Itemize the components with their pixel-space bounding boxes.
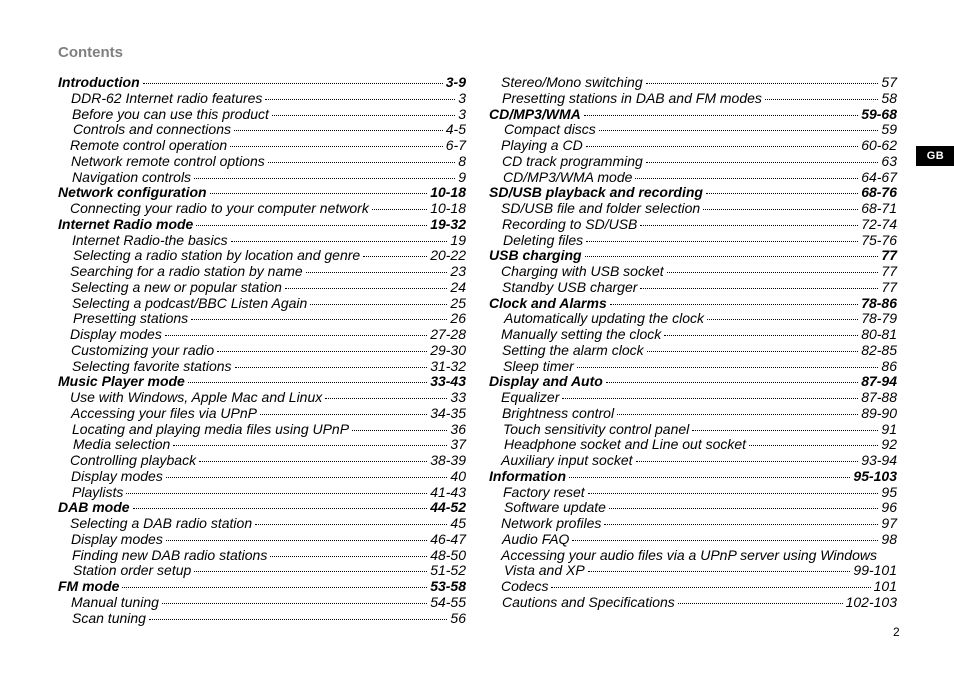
dot-leader bbox=[255, 524, 447, 525]
dot-leader bbox=[149, 619, 447, 620]
dot-leader bbox=[667, 272, 879, 273]
dot-leader bbox=[194, 571, 427, 572]
dot-leader bbox=[664, 335, 858, 336]
toc-entry-pages: 72-74 bbox=[861, 215, 897, 232]
dot-leader bbox=[636, 461, 859, 462]
toc-entry-pages: 91 bbox=[881, 420, 897, 437]
toc-entry-pages: 95-103 bbox=[853, 467, 897, 484]
dot-leader bbox=[191, 319, 447, 320]
toc-entry-pages: 59-68 bbox=[861, 105, 897, 122]
toc-section-entry[interactable] bbox=[489, 107, 897, 123]
toc-entry-pages: 99-101 bbox=[853, 562, 897, 579]
toc-entry-pages: 26 bbox=[450, 310, 466, 327]
toc-entry-title: Stereo/Mono switching bbox=[501, 74, 643, 90]
toc-left-column bbox=[58, 75, 466, 626]
toc-entry-pages: 40 bbox=[450, 467, 466, 484]
toc-subsection-entry[interactable] bbox=[489, 343, 897, 359]
dot-leader bbox=[610, 304, 858, 305]
toc-entry-pages: 33-43 bbox=[430, 373, 466, 390]
toc-entry-title: Touch sensitivity control panel bbox=[503, 420, 690, 437]
dot-leader bbox=[122, 587, 427, 588]
toc-entry-pages: 3 bbox=[458, 89, 466, 106]
dot-leader bbox=[230, 146, 443, 147]
dot-leader bbox=[194, 178, 455, 179]
dot-leader bbox=[646, 162, 879, 163]
dot-leader bbox=[640, 288, 878, 289]
toc-subsection-entry[interactable] bbox=[58, 170, 466, 186]
toc-entry-pages: 92 bbox=[881, 436, 897, 453]
toc-subsection-entry[interactable] bbox=[489, 280, 897, 296]
toc-subsection-entry[interactable] bbox=[58, 311, 466, 327]
toc-entry-pages: 36 bbox=[450, 420, 466, 437]
toc-entry-pages: 68-71 bbox=[861, 200, 897, 216]
dot-leader bbox=[588, 493, 879, 494]
toc-entry-title: Searching for a radio station by name bbox=[70, 263, 303, 279]
toc-section-entry[interactable] bbox=[58, 500, 466, 516]
toc-entry-pages: 64-67 bbox=[861, 168, 897, 185]
toc-entry-pages: 33 bbox=[450, 389, 466, 405]
toc-subsection-entry[interactable] bbox=[489, 327, 897, 343]
toc-entry-pages: 53-58 bbox=[430, 578, 466, 594]
toc-entry-title: Network profiles bbox=[501, 515, 602, 531]
toc-entry-title: Media selection bbox=[73, 436, 171, 453]
toc-entry-title: Playlists bbox=[72, 483, 124, 500]
toc-entry-pages: 10-18 bbox=[430, 184, 466, 201]
toc-entry-title: Controls and connections bbox=[73, 121, 231, 138]
dot-leader bbox=[199, 461, 427, 462]
toc-entry-pages: 34-35 bbox=[430, 404, 466, 421]
toc-entry-title: Music Player mode bbox=[58, 373, 185, 390]
toc-subsection-entry[interactable] bbox=[489, 516, 897, 532]
toc-entry-pages: 10-18 bbox=[430, 200, 466, 216]
toc-entry-pages: 95 bbox=[881, 483, 897, 500]
toc-entry-pages: 9 bbox=[458, 168, 466, 185]
toc-subsection-entry[interactable] bbox=[58, 595, 466, 611]
toc-entry-title: Software update bbox=[504, 499, 606, 516]
toc-entry-pages: 25 bbox=[450, 294, 466, 311]
toc-entry-pages: 8 bbox=[458, 152, 466, 169]
toc-entry-title: Manual tuning bbox=[71, 593, 159, 610]
toc-entry-title: Before you can use this product bbox=[72, 105, 269, 122]
toc-entry-title: Selecting a podcast/BBC Listen Again bbox=[72, 294, 308, 311]
toc-entry-title: Internet Radio mode bbox=[58, 215, 194, 232]
toc-entry-pages: 24 bbox=[450, 278, 466, 295]
dot-leader bbox=[707, 319, 858, 320]
dot-leader bbox=[265, 99, 455, 100]
toc-subsection-entry[interactable] bbox=[489, 264, 897, 280]
toc-subsection-entry[interactable] bbox=[489, 201, 897, 217]
toc-subsection-entry[interactable] bbox=[489, 485, 897, 501]
toc-entry-title: Internet Radio-the basics bbox=[72, 231, 228, 248]
contents-heading: Contents bbox=[58, 44, 123, 61]
dot-leader bbox=[706, 193, 858, 194]
toc-entry-pages: 63 bbox=[881, 152, 897, 169]
dot-leader bbox=[678, 603, 843, 604]
dot-leader bbox=[162, 603, 427, 604]
dot-leader bbox=[577, 367, 879, 368]
dot-leader bbox=[599, 130, 879, 131]
toc-subsection-entry[interactable] bbox=[58, 532, 466, 548]
toc-entry-pages: 75-76 bbox=[861, 231, 897, 248]
toc-subsection-entry[interactable] bbox=[58, 264, 466, 280]
toc-entry-pages: 45 bbox=[450, 515, 466, 531]
dot-leader bbox=[143, 83, 443, 84]
toc-subsection-entry[interactable] bbox=[58, 548, 466, 564]
toc-subsection-entry[interactable] bbox=[489, 75, 897, 91]
toc-entry-wrapped-line: Accessing your audio files via a UPnP server using Windows bbox=[501, 546, 877, 563]
toc-entry-title: Automatically updating the clock bbox=[504, 310, 704, 327]
dot-leader bbox=[765, 99, 879, 100]
toc-entry-title: Display modes bbox=[71, 467, 163, 484]
toc-entry-title: Display modes bbox=[70, 326, 162, 342]
dot-leader bbox=[585, 256, 879, 257]
toc-section-entry[interactable] bbox=[58, 75, 466, 91]
toc-entry-title: Sleep timer bbox=[503, 357, 574, 374]
toc-subsection-entry[interactable] bbox=[58, 390, 466, 406]
toc-entry-pages: 102-103 bbox=[845, 593, 897, 610]
toc-entry-pages: 98 bbox=[881, 530, 897, 547]
toc-entry-pages: 77 bbox=[881, 247, 897, 264]
dot-leader bbox=[217, 351, 427, 352]
toc-entry-pages: 78-79 bbox=[861, 310, 897, 327]
toc-entry-title: Navigation controls bbox=[72, 168, 192, 185]
dot-leader bbox=[692, 430, 878, 431]
dot-leader bbox=[270, 556, 427, 557]
dot-leader bbox=[234, 130, 443, 131]
toc-entry-pages: 29-30 bbox=[430, 341, 466, 358]
toc-right-column bbox=[489, 75, 897, 611]
toc-entry-title: Network remote control options bbox=[71, 152, 265, 169]
toc-entry-pages: 93-94 bbox=[861, 452, 897, 468]
toc-entry-title: Standby USB charger bbox=[502, 278, 638, 295]
toc-entry-title: Information bbox=[489, 467, 566, 484]
toc-subsection-entry[interactable] bbox=[489, 170, 897, 186]
toc-entry-title: Network configuration bbox=[58, 184, 207, 201]
toc-section-entry[interactable] bbox=[58, 185, 466, 201]
dot-leader bbox=[569, 477, 850, 478]
toc-entry-pages: 31-32 bbox=[430, 357, 466, 374]
toc-subsection-entry[interactable] bbox=[58, 453, 466, 469]
dot-leader bbox=[325, 398, 447, 399]
toc-subsection-entry[interactable] bbox=[489, 579, 897, 595]
toc-subsection-entry[interactable] bbox=[489, 453, 897, 469]
toc-entry-pages: 19-32 bbox=[430, 215, 466, 232]
toc-entry-pages: 87-94 bbox=[861, 373, 897, 390]
toc-entry-title: Station order setup bbox=[73, 562, 192, 579]
toc-entry-pages: 56 bbox=[450, 609, 466, 626]
dot-leader bbox=[588, 571, 851, 572]
toc-section-entry[interactable] bbox=[489, 185, 897, 201]
dot-leader bbox=[606, 382, 858, 383]
toc-entry-pages: 19 bbox=[450, 231, 466, 248]
toc-entry-title: Equalizer bbox=[501, 389, 560, 405]
dot-leader bbox=[635, 178, 858, 179]
toc-entry-pages: 86 bbox=[881, 357, 897, 374]
toc-subsection-entry[interactable] bbox=[58, 485, 466, 501]
toc-subsection-entry[interactable] bbox=[58, 469, 466, 485]
toc-entry-pages: 60-62 bbox=[861, 137, 897, 153]
toc-subsection-entry[interactable] bbox=[489, 122, 897, 138]
toc-entry-title: USB charging bbox=[489, 247, 582, 264]
dot-leader bbox=[126, 493, 427, 494]
toc-subsection-entry[interactable] bbox=[58, 154, 466, 170]
toc-subsection-entry[interactable] bbox=[489, 359, 897, 375]
language-tab-gb[interactable]: GB bbox=[916, 146, 954, 166]
toc-entry-pages: 68-76 bbox=[861, 184, 897, 201]
dot-leader bbox=[562, 398, 858, 399]
toc-subsection-entry[interactable] bbox=[58, 248, 466, 264]
toc-subsection-entry[interactable] bbox=[58, 437, 466, 453]
toc-subsection-entry[interactable] bbox=[58, 233, 466, 249]
toc-subsection-entry[interactable] bbox=[489, 138, 897, 154]
toc-entry-pages: 77 bbox=[881, 263, 897, 279]
toc-entry-title: Deleting files bbox=[503, 231, 584, 248]
dot-leader bbox=[196, 225, 427, 226]
dot-leader bbox=[551, 587, 870, 588]
dot-leader bbox=[372, 209, 427, 210]
dot-leader bbox=[617, 414, 858, 415]
toc-entry-title: Selecting a DAB radio station bbox=[70, 515, 253, 531]
toc-entry-title: CD track programming bbox=[502, 152, 643, 169]
dot-leader bbox=[609, 508, 878, 509]
toc-entry-pages: 78-86 bbox=[861, 294, 897, 311]
dot-leader bbox=[235, 367, 428, 368]
toc-entry-pages: 23 bbox=[450, 263, 466, 279]
toc-section-entry[interactable] bbox=[489, 469, 897, 485]
toc-entry-title: Audio FAQ bbox=[502, 530, 570, 547]
dot-leader bbox=[363, 256, 427, 257]
dot-leader bbox=[352, 430, 447, 431]
toc-entry-title: Clock and Alarms bbox=[489, 294, 607, 311]
toc-entry-title: Scan tuning bbox=[72, 609, 146, 626]
toc-entry-pages: 89-90 bbox=[861, 404, 897, 421]
toc-entry-pages: 77 bbox=[881, 278, 897, 295]
toc-entry-pages: 48-50 bbox=[430, 546, 466, 563]
toc-entry-title: FM mode bbox=[58, 578, 120, 594]
toc-entry-title: Remote control operation bbox=[70, 137, 228, 153]
toc-entry-title: DDR-62 Internet radio features bbox=[71, 89, 263, 106]
toc-entry-pages: 96 bbox=[881, 499, 897, 516]
dot-leader bbox=[306, 272, 448, 273]
page-number: 2 bbox=[893, 625, 900, 639]
dot-leader bbox=[268, 162, 455, 163]
dot-leader bbox=[604, 524, 878, 525]
dot-leader bbox=[166, 540, 427, 541]
toc-entry-title: Presetting stations bbox=[73, 310, 189, 327]
toc-section-entry[interactable] bbox=[489, 296, 897, 312]
toc-entry-title: SD/USB file and folder selection bbox=[501, 200, 701, 216]
toc-subsection-entry[interactable] bbox=[58, 343, 466, 359]
toc-subsection-entry[interactable] bbox=[58, 122, 466, 138]
toc-subsection-entry[interactable] bbox=[58, 296, 466, 312]
toc-entry-title: Headphone socket and Line out socket bbox=[504, 436, 747, 453]
toc-section-entry[interactable] bbox=[58, 374, 466, 390]
toc-entry-title: Display modes bbox=[71, 530, 163, 547]
toc-entry-title: Cautions and Specifications bbox=[502, 593, 675, 610]
toc-entry-pages: 80-81 bbox=[861, 326, 897, 342]
toc-entry-pages: 97 bbox=[881, 515, 897, 531]
toc-entry-title: Customizing your radio bbox=[71, 341, 215, 358]
dot-leader bbox=[584, 115, 858, 116]
toc-subsection-entry[interactable] bbox=[58, 138, 466, 154]
dot-leader bbox=[703, 209, 858, 210]
dot-leader bbox=[646, 83, 879, 84]
toc-subsection-entry[interactable] bbox=[58, 107, 466, 123]
toc-subsection-entry[interactable] bbox=[489, 217, 897, 233]
dot-leader bbox=[586, 146, 858, 147]
toc-entry-pages: 82-85 bbox=[861, 341, 897, 358]
toc-section-entry[interactable] bbox=[58, 579, 466, 595]
dot-leader bbox=[272, 115, 455, 116]
toc-subsection-entry[interactable] bbox=[58, 422, 466, 438]
toc-entry-title: Brightness control bbox=[502, 404, 615, 421]
toc-entry-title: Playing a CD bbox=[501, 137, 583, 153]
toc-subsection-entry[interactable] bbox=[58, 359, 466, 375]
toc-entry-title: Use with Windows, Apple Mac and Linux bbox=[70, 389, 323, 405]
dot-leader bbox=[165, 335, 427, 336]
toc-entry-pages: 4-5 bbox=[445, 121, 466, 138]
toc-section-entry[interactable] bbox=[489, 374, 897, 390]
toc-entry-title: Factory reset bbox=[503, 483, 585, 500]
toc-subsection-entry[interactable] bbox=[58, 201, 466, 217]
dot-leader bbox=[210, 193, 428, 194]
toc-entry-pages: 59 bbox=[881, 121, 897, 138]
toc-entry-pages: 57 bbox=[881, 74, 897, 90]
toc-entry-title: Manually setting the clock bbox=[501, 326, 662, 342]
toc-subsection-entry[interactable] bbox=[489, 91, 897, 107]
dot-leader bbox=[285, 288, 448, 289]
toc-entry-title: Accessing your files via UPnP bbox=[71, 404, 257, 421]
toc-subsection-entry[interactable] bbox=[58, 611, 466, 627]
toc-entry-title: Connecting your radio to your computer network bbox=[70, 200, 369, 216]
toc-subsection-entry[interactable] bbox=[489, 233, 897, 249]
toc-subsection-entry[interactable] bbox=[58, 563, 466, 579]
toc-subsection-entry[interactable] bbox=[58, 91, 466, 107]
toc-subsection-entry[interactable] bbox=[489, 500, 897, 516]
dot-leader bbox=[640, 225, 858, 226]
toc-entry-pages: 27-28 bbox=[430, 326, 466, 342]
toc-subsection-entry[interactable] bbox=[58, 516, 466, 532]
toc-entry-pages: 3 bbox=[458, 105, 466, 122]
toc-entry-title: Recording to SD/USB bbox=[502, 215, 638, 232]
toc-subsection-entry[interactable] bbox=[489, 595, 897, 611]
toc-subsection-entry[interactable] bbox=[58, 327, 466, 343]
toc-entry-pages: 54-55 bbox=[430, 593, 466, 610]
toc-subsection-entry[interactable] bbox=[489, 437, 897, 453]
toc-entry-pages: 58 bbox=[881, 89, 897, 106]
toc-entry-title: CD/MP3/WMA mode bbox=[503, 168, 633, 185]
toc-entry-title: Setting the alarm clock bbox=[502, 341, 644, 358]
dot-leader bbox=[231, 241, 448, 242]
dot-leader bbox=[188, 382, 427, 383]
toc-subsection-entry[interactable] bbox=[489, 311, 897, 327]
dot-leader bbox=[166, 477, 448, 478]
toc-subsection-entry[interactable] bbox=[489, 154, 897, 170]
toc-subsection-entry[interactable] bbox=[489, 390, 897, 406]
dot-leader bbox=[572, 540, 878, 541]
toc-entry-title: Codecs bbox=[501, 578, 549, 594]
toc-entry-pages: 41-43 bbox=[430, 483, 466, 500]
toc-entry-pages: 101 bbox=[873, 578, 897, 594]
toc-subsection-entry[interactable] bbox=[489, 406, 897, 422]
toc-entry-title: Selecting a radio station by location and genre bbox=[73, 247, 361, 264]
toc-entry-title: Presetting stations in DAB and FM modes bbox=[502, 89, 762, 106]
toc-entry-pages: 38-39 bbox=[430, 452, 466, 468]
toc-entry-pages: 3-9 bbox=[445, 74, 466, 90]
toc-entry-title: Compact discs bbox=[504, 121, 596, 138]
toc-entry-title: CD/MP3/WMA bbox=[489, 105, 581, 122]
dot-leader bbox=[133, 508, 428, 509]
toc-entry-title: Selecting favorite stations bbox=[72, 357, 232, 374]
toc-entry-title: Display and Auto bbox=[489, 373, 603, 390]
toc-entry-pages: 46-47 bbox=[430, 530, 466, 547]
toc-entry-title: Selecting a new or popular station bbox=[71, 278, 282, 295]
toc-subsection-entry[interactable] bbox=[489, 422, 897, 438]
toc-entry-title: Controlling playback bbox=[70, 452, 197, 468]
toc-entry-pages: 6-7 bbox=[445, 137, 466, 153]
toc-subsection-entry[interactable] bbox=[489, 563, 897, 579]
toc-entry-title: Introduction bbox=[58, 74, 140, 90]
dot-leader bbox=[749, 445, 878, 446]
toc-subsection-entry[interactable] bbox=[58, 406, 466, 422]
toc-entry-title: SD/USB playback and recording bbox=[489, 184, 703, 201]
toc-subsection-entry[interactable] bbox=[58, 280, 466, 296]
dot-leader bbox=[260, 414, 427, 415]
dot-leader bbox=[173, 445, 447, 446]
toc-entry-title: DAB mode bbox=[58, 499, 130, 516]
toc-section-entry[interactable] bbox=[58, 217, 466, 233]
toc-entry-pages: 87-88 bbox=[861, 389, 897, 405]
toc-entry-pages: 20-22 bbox=[430, 247, 466, 264]
toc-section-entry[interactable] bbox=[489, 248, 897, 264]
toc-entry-pages: 44-52 bbox=[430, 499, 466, 516]
toc-entry-pages: 37 bbox=[450, 436, 466, 453]
dot-leader bbox=[647, 351, 859, 352]
toc-entry-title: Charging with USB socket bbox=[501, 263, 664, 279]
dot-leader bbox=[586, 241, 858, 242]
dot-leader bbox=[310, 304, 447, 305]
toc-entry-title: Auxiliary input socket bbox=[501, 452, 633, 468]
toc-entry-title: Vista and XP bbox=[504, 562, 585, 579]
toc-entry-title: Finding new DAB radio stations bbox=[72, 546, 268, 563]
toc-entry-pages: 51-52 bbox=[430, 562, 466, 579]
toc-subsection-entry[interactable] bbox=[489, 532, 897, 548]
toc-entry-title: Locating and playing media files using UPnP bbox=[72, 420, 350, 437]
